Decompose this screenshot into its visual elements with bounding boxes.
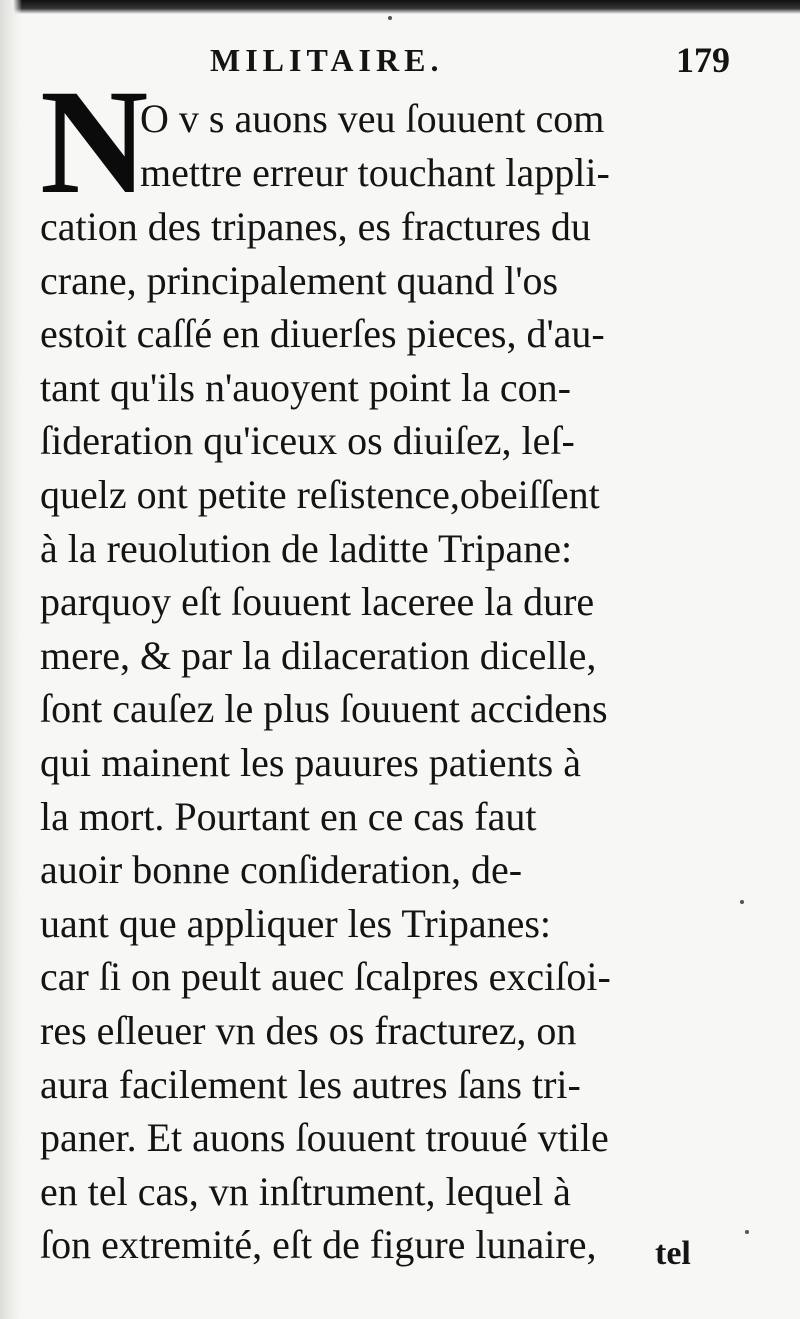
text-line: cation des tripanes, es fractures du [40,204,591,249]
text-line: tant qu'ils n'auoyent point la con- [40,364,571,410]
text-line: res eſleuer vn des os fracturez, on [40,1008,577,1053]
text-line: à la reuolution de laditte Tripane: [40,525,573,571]
ink-speck [388,16,392,20]
text-line: en tel cas, vn inſtrument, lequel à [40,1168,571,1214]
running-head: MILITAIRE. [210,42,444,78]
page-number: 179 [676,40,730,80]
text-line: paner. Et auons ſouuent trouué vtile [40,1115,609,1161]
text-line: O v s auons veu ſouuent com [140,96,605,141]
text-line: parquoy eſt ſouuent laceree la dure [40,579,595,625]
text-line: quelz ont petite reſistence,obeiſſent [40,472,600,517]
ink-speck [745,1230,749,1234]
text-line: ſont cauſez le plus ſouuent accidens [40,686,608,732]
text-line: uant que appliquer les Tripanes: [40,900,552,946]
text-line: mettre erreur touchant lappli- [140,150,610,195]
text-line: estoit caſſé en diuerſes pieces, d'au- [40,311,605,357]
text-line: aura facilement les autres ſans tri- [40,1061,581,1107]
text-line: la mort. Pourtant en ce cas faut [40,793,537,839]
catchword: tel [655,1235,691,1272]
ink-speck [740,900,744,904]
text-line: ſon extremité, eſt de figure lunaire, [40,1222,597,1268]
page-top-shadow [0,0,800,14]
drop-cap: N [40,59,149,225]
page-gutter-edge [0,0,22,1319]
text-line: mere, & par la dilaceration dicelle, [40,632,597,678]
text-line: auoir bonne conſideration, de- [40,847,523,893]
text-line: qui mainent les pauures patients à [40,740,581,785]
text-line: crane, principalement quand l'os [40,257,559,303]
text-line: ſideration qu'iceux os diuiſez, leſ- [40,418,575,464]
text-line: car ſi on peult auec ſcalpres exciſoi- [40,954,611,1000]
